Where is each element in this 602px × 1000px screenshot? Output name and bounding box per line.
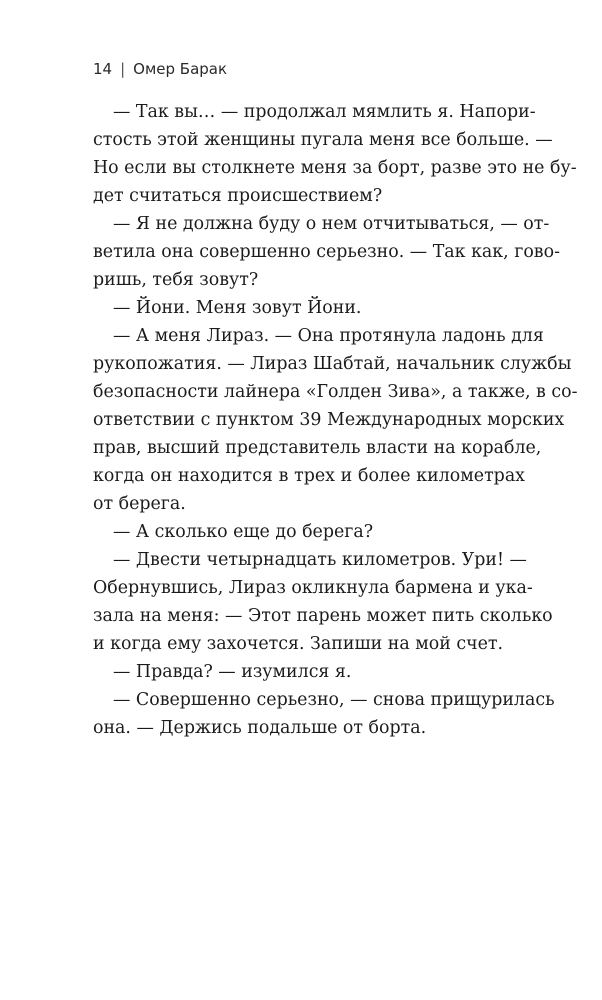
text-line: — Йони. Меня зовут Йони. bbox=[113, 298, 362, 318]
header-separator: | bbox=[120, 60, 126, 78]
text-line: она. — Держись подальше от борта. bbox=[93, 718, 427, 738]
text-line: прав, высший представитель власти на корабле, bbox=[93, 438, 542, 458]
author-name: Омер Барак bbox=[133, 60, 228, 78]
text-line: — Двести четырнадцать километров. Ури! — bbox=[113, 550, 527, 570]
text-line: от берега. bbox=[93, 494, 186, 514]
text-line: дет считаться происшествием? bbox=[93, 186, 383, 206]
body-text bbox=[93, 98, 578, 742]
text-line: ришь, тебя зовут? bbox=[93, 270, 259, 290]
text-line: ветила она совершенно серьезно. — Так как, гово- bbox=[93, 242, 560, 262]
text-line: рукопожатия. — Лираз Шабтай, начальник службы bbox=[93, 354, 572, 374]
text-line: когда он находится в трех и более километрах bbox=[93, 466, 525, 486]
page-number: 14 bbox=[93, 60, 113, 78]
text-line: — Правда? — изумился я. bbox=[113, 662, 352, 682]
text-line: Но если вы столкнете меня за борт, разве это не бу- bbox=[93, 158, 577, 178]
text-line: — Совершенно серьезно, — снова прищурилась bbox=[113, 690, 555, 710]
text-line: — Так вы… — продолжал мямлить я. Напори- bbox=[113, 102, 536, 122]
text-line: безопасности лайнера «Голден Зива», а также, в со- bbox=[93, 382, 578, 402]
text-line: зала на меня: — Этот парень может пить сколько bbox=[93, 606, 553, 626]
text-line: ответствии с пунктом 39 Международных морских bbox=[93, 410, 565, 430]
running-header bbox=[93, 60, 227, 78]
text-line: стость этой женщины пугала меня все больше. — bbox=[93, 130, 553, 150]
text-line: Обернувшись, Лираз окликнула бармена и ука- bbox=[93, 578, 533, 598]
text-line: — Я не должна буду о нем отчитываться, — от- bbox=[113, 214, 550, 234]
text-line: — А сколько еще до берега? bbox=[113, 522, 374, 542]
text-line: — А меня Лираз. — Она протянула ладонь для bbox=[113, 326, 544, 346]
text-line: и когда ему захочется. Запиши на мой счет. bbox=[93, 634, 504, 654]
